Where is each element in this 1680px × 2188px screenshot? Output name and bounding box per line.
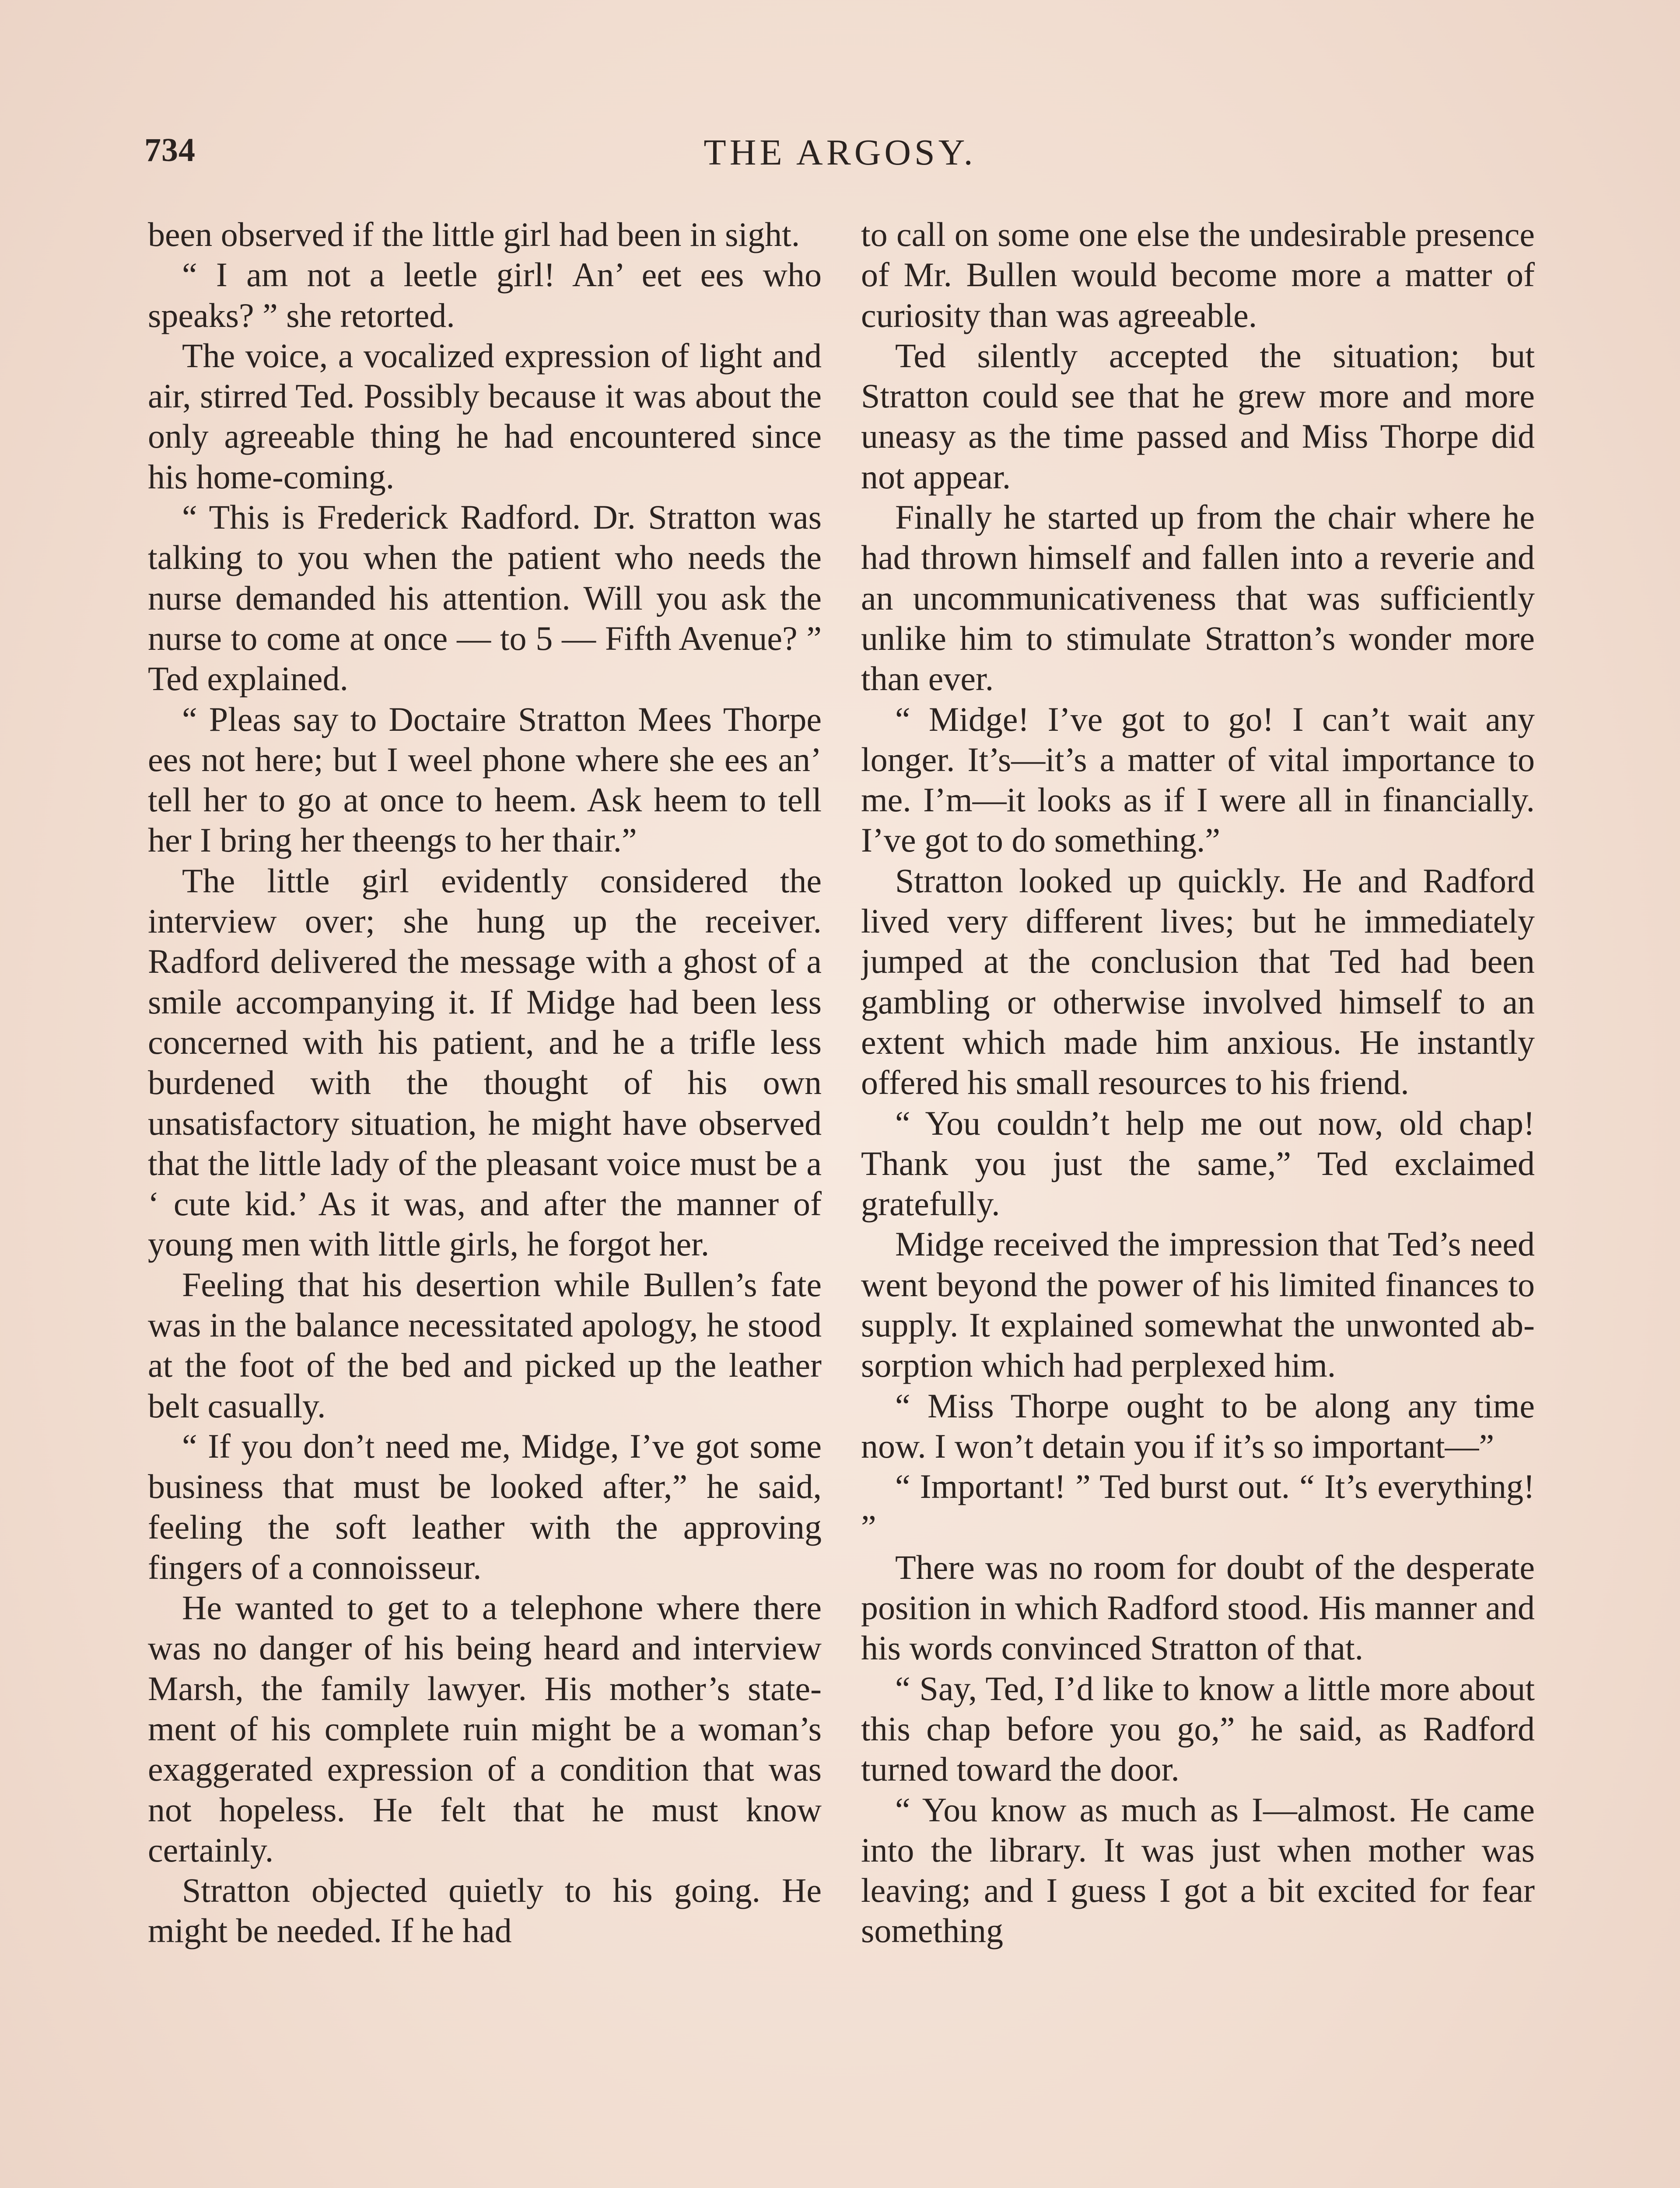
- paragraph: to call on some one else the undesirable presence of Mr. Bullen would become more a matter of curiosity than was agreeable.: [861, 215, 1535, 334]
- paragraph: The little girl evidently considered the interview over; she hung up the receiver. Radford delivered the message with a ghost of a smile accompanying it. If Midge had been less concerned with his patient, and he a trifle less burdened with the thought of his own unsatisfactory situation, he might have observed that the little lady of the pleasant voice must be a ‘ cute kid.’ As it was, and after the manner of young men with little girls, he forgot her.: [148, 861, 822, 1263]
- paragraph: Feeling that his desertion while Bullen’s fate was in the balance necessitated apology, he stood at the foot of the bed and picked up the leather belt casually.: [148, 1265, 822, 1425]
- paragraph: Midge received the impression that Ted’s need went beyond the power of his limited finances to supply. It explained somewhat the unwonted absorption which had perplexed him.: [861, 1225, 1535, 1385]
- paragraph: “ You know as much as I—almost. He came into the library. It was just when mother was leaving; and I guess I got a bit excited for fear something: [861, 1790, 1535, 1950]
- paragraph: Stratton looked up quickly. He and Radford lived very different lives; but he immediately jumped at the conclusion that Ted had been gambling or otherwise involved himself to an extent which made him anxious. He instantly offered his small resources to his friend.: [861, 861, 1535, 1102]
- left-column: [148, 214, 822, 2188]
- paragraph: “ I am not a leetle girl! An’ eet ees who speaks? ” she retorted.: [148, 256, 822, 334]
- paragraph: There was no room for doubt of the desperate position in which Radford stood. His manner and his words convinced Stratton of that.: [861, 1548, 1535, 1667]
- paragraph: “ You couldn’t help me out now, old chap! Thank you just the same,” Ted exclaimed gratefully.: [861, 1104, 1535, 1223]
- paragraph: “ Important! ” Ted burst out. “ It’s everything! ”: [861, 1467, 1535, 1546]
- paragraph: Stratton objected quietly to his going. He might be needed. If he had: [148, 1871, 822, 1950]
- paragraph: been observed if the little girl had been in sight.: [148, 215, 800, 253]
- running-title: THE ARGOSY.: [704, 132, 976, 173]
- paragraph: “ This is Frederick Radford. Dr. Stratton was talking to you when the patient who needs the nurse demanded his attention. Will you ask the nurse to come at once — to 5 — Fifth Avenue? ” Ted explained.: [148, 498, 822, 698]
- paragraph: “ Say, Ted, I’d like to know a little more about this chap before you go,” he said, as Radford turned toward the door.: [861, 1669, 1535, 1788]
- paragraph: “ Midge! I’ve got to go! I can’t wait any longer. It’s—it’s a matter of vital importance to me. I’m—it looks as if I were all in financially. I’ve got to do something.”: [861, 700, 1535, 859]
- paragraph: Finally he started up from the chair where he had thrown himself and fallen into a reverie and an uncommunicativeness that was sufficiently unlike him to stimulate Stratton’s wonder more than ever.: [861, 498, 1535, 698]
- page-header: [144, 131, 1536, 184]
- paragraph: “ Pleas say to Doctaire Stratton Mees Thorpe ees not here; but I weel phone where she ees an’ tell her to go at once to heem. Ask heem to tell her I bring her theengs to her thair.”: [148, 700, 822, 859]
- right-column: [861, 214, 1535, 2188]
- page-number: 734: [144, 132, 196, 168]
- paragraph: “ If you don’t need me, Midge, I’ve got some business that must be looked after,” he said, feeling the soft leather with the approving fingers of a connoisseur.: [148, 1427, 822, 1586]
- paragraph: The voice, a vocalized expression of light and air, stirred Ted. Possibly because it was about the only agreeable thing he had encountered since his home-coming.: [148, 336, 822, 496]
- paragraph: Ted silently accepted the situation; but Stratton could see that he grew more and more uneasy as the time passed and Miss Thorpe did not appear.: [861, 336, 1535, 496]
- paragraph: “ Miss Thorpe ought to be along any time now. I won’t detain you if it’s so important—”: [861, 1386, 1535, 1465]
- paragraph: He wanted to get to a telephone where there was no danger of his being heard and interview Marsh, the family lawyer. His mother’s statement of his complete ruin might be a woman’s exaggerated expression of a condition that was not hopeless. He felt that he must know certainly.: [148, 1588, 822, 1869]
